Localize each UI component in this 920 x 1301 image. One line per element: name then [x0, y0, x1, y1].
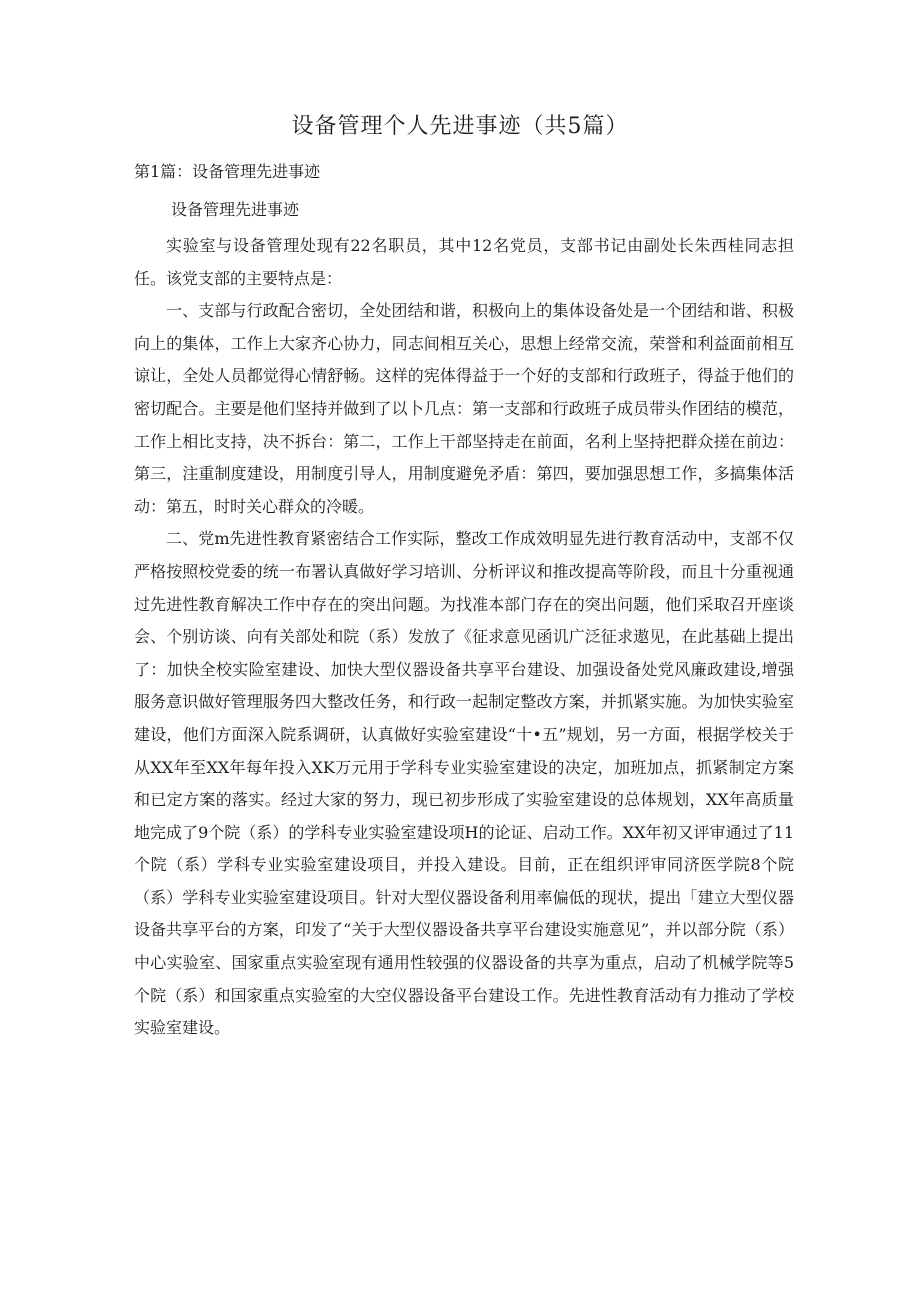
paragraph-intro: 实验室与设备管理处现有22名职员，其中12名党员，支部书记由副处长朱西桂同志担任。该党支部的主要特点是： — [134, 236, 794, 288]
article-body — [134, 230, 794, 1045]
paragraph-point-two: 二、党m先进性教育紧密结合工作实际，整改工作成效明显先进行教育活动中，支部不仅严格按照校党委的统一布署认真做好学习培训、分析评议和推改提高等阶段，而且十分重视通过先进性教育解决工作中存在的突出问题。为找准本部门存在的突出问题，他们采取召开座谈会、个别访谈、向有关部处和院（系）发放了《征求意见函讥广泛征求遨见，在此基础上提出了：加快全校实险室建设、加快大型仪器设备共享平台建设、加强设备处党风廉政建设,增强服务意识做好管理服务四大整改任务，和行政一起制定整改方案，并抓紧实施。为加快实验室建设，他们方面深入院系调研，认真做好实验室建设“十•五”规划，另一方面，根据学校关于从XX年至XX年每年投入XK万元用于学科专业实验室建设的决定，加班加点，抓紧制定方案和已定方案的落实。经过大家的努力，现已初步形成了实验室建设的总体规划，XX年高质量地完成了9个院（系）的学科专业实验室建设项H的论证、启动工作。XX年初又评审通过了11个院（系）学科专业实验室建设项目，并投入建设。目前，正在组织评审同济医学院8个院（系）学科专业实验室建设项目。针对大型仪器设备利用率偏低的现状，提出「建立大型仪器设备共享平台的方案，印发了“关于大型仪器设备共享平台建设实施意见”，并以部分院（系）中心实验室、国家重点实验室现有通用性较强的仪器设备的共享为重点，启动了机械学院等5个院（系）和国家重点实验室的大空仪器设备平台建设工作。先进性教育活动有力推动了学校实验室建设。 — [134, 529, 794, 1038]
paragraph-point-one: 一、支部与行政配合密切，全处团结和谐，积极向上的集体设备处是一个团结和谐、积极向上的集体，工作上大家齐心协力，同志间相互关心，思想上经常交流，荣誉和利益面前相互谅让，全处人员都觉得心情舒畅。这样的宪体得益于一个好的支部和行政班子，得益于他们的密切配合。主要是他们坚持并做到了以卜几点：第一支部和行政班子成员带头作团结的模范，工作上相比支持，决不拆台：第二，工作上干部坚持走在前面，名利上坚持把群众搓在前边：第三，注重制度建设，用制度引导人，用制度避免矛盾：第四，要加强思想工作，多搞集体活动：第五，时时关心群众的冷暖。 — [134, 301, 794, 516]
section-heading: 第1篇：设备管理先进事迹 — [134, 162, 321, 181]
document-title: 设备管理个人先进事迹（共5篇） — [291, 114, 629, 139]
article-subtitle: 设备管理先进事迹 — [171, 200, 300, 219]
